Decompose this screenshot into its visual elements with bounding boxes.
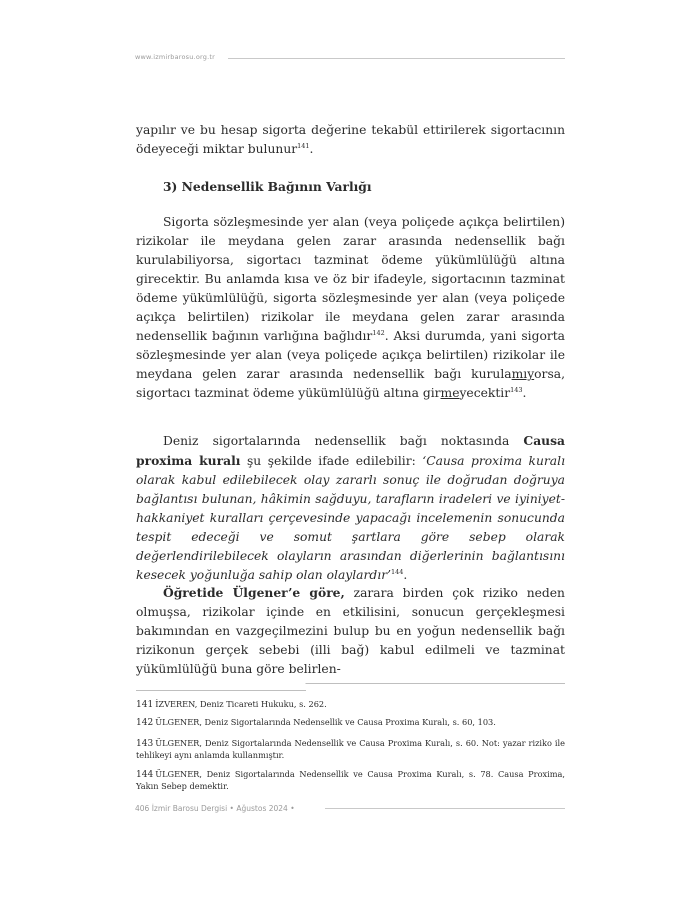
footnote-ref-141: 141	[297, 142, 310, 150]
footnote-141: 141 İZVEREN, Deniz Ticareti Hukuku, s. 262.	[136, 699, 327, 710]
paragraph-ulgener	[136, 583, 565, 679]
footnote-divider-right	[312, 683, 565, 684]
header-url: www.izmirbarosu.org.tr	[135, 53, 215, 61]
paragraph-text: zarara birden çok riziko neden olmuşsa, rizikolar içinde en etkilisini, sonucun gerçekleşmesi bakımından en vazgeçilmezini bulup bu en yoğun nedensellik bağı rizikonun gerçek sebebi (illi bağ) kabul edilmeli ve tazminat yükümlülüğü buna göre belirlen-	[136, 586, 565, 676]
paragraph-causa-proxima: Deniz sigortalarında nedensellik bağı noktasında Causa proxima kuralı şu şekilde ifade edilebilir: ‘Causa proxima kuralı olarak kabul edilebilecek olay zararlı sonuç ile doğrudan doğruya bağlantısı bulunan, hâkimin sağduyu, tarafların iradeleri ve iyiniyet-hakkaniyet kuralları çerçevesinde yapacağı incelemenin sonucunda tespit edeceği ve somut şartlara göre sebep olarak değerlendirilebilecek olayların arasından diğerlerinin bağlantısını kesecek yoğunluğa sahip olan olaylardır’$^{144}$.	[136, 433, 565, 582]
paragraph-end: .	[309, 142, 314, 156]
paragraph-text: yecektir	[459, 386, 511, 400]
footnote-143: 143 ÜLGENER, Deniz Sigortalarında Nedensellik ve Causa Proxima Kuralı, s. 60. Not: yazar riziko ile tehlikeyi aynı anlamda kullanmıştır.	[136, 738, 565, 760]
footnote-ref-142: 142	[372, 329, 385, 337]
paragraph-continued	[136, 121, 565, 159]
bold-term: Öğretide Ülgener’e göre,	[163, 585, 345, 600]
section-heading: 3) Nedensellik Bağının Varlığı	[163, 179, 372, 194]
underlined-text: me	[440, 386, 460, 400]
bold-term: Causa proxima kuralı	[136, 433, 565, 468]
footnote-ref-144: 144	[391, 568, 404, 576]
footnote-144: 144 ÜLGENER, Deniz Sigortalarında Nedensellik ve Causa Proxima Kuralı, s. 78. Causa Proxima, Yakın Sebep demektir.	[136, 769, 565, 791]
footnote-divider	[136, 690, 306, 691]
underlined-text: mıy	[511, 367, 535, 381]
paragraph-text: Deniz sigortalarında nedensellik bağı noktasında	[163, 434, 524, 448]
paragraph-text: orsa, sigortacı tazminat ödeme yükümlülüğü altına gir	[136, 367, 565, 400]
quotation: ‘Causa proxima kuralı olarak kabul edilebilecek olay zararlı sonuç ile doğrudan doğruya bağlantısı bulunan, hâkimin sağduyu, tarafların iradeleri ve iyiniyet-hakkaniyet kuralları çerçevesinde yapacağı incelemenin sonucunda tespit edeceği ve somut şartlara göre sebep olarak değerlendirilebilecek olayların arasından diğerlerinin bağlantısını kesecek yoğunluğa sahip olan olaylardır’	[136, 454, 565, 582]
footnote-divider-tail	[297, 683, 314, 692]
paragraph-text: yapılır ve bu hesap sigorta değerine tekabül ettirilerek sigortacının ödeyeceği miktar bulunur	[136, 123, 565, 156]
paragraph-text: . Aksi durumda, yani sigorta sözleşmesinde yer alan (veya poliçede açıkça belirtilen) rizikolar ile meydana gelen zarar arasında nedensellik bağı kurula	[136, 329, 565, 381]
header-rule	[228, 58, 565, 59]
footnote-ref-143: 143	[510, 386, 523, 394]
footnote-142: 142 ÜLGENER, Deniz Sigortalarında Nedensellik ve Causa Proxima Kuralı, s. 60, 103.	[136, 717, 496, 728]
page-footer: 406 İzmir Barosu Dergisi • Ağustos 2024 •	[135, 804, 295, 813]
paragraph-causation: Sigorta sözleşmesinde yer alan (veya poliçede açıkça belirtilen) rizikolar ile meydana gelen zarar arasında nedensellik bağı kurulabiliyorsa, sigortacı tazminat ödeme yükümlülüğü altına girecektir. Bu anlamda kısa ve öz bir ifadeyle, sigortacının tazminat ödeme yükümlülüğü, sigorta sözleşmesinde yer alan (veya poliçede açıkça belirtilen) rizikolar ile meydana gelen zarar arasında nedensellik bağının varlığına bağlıdır$^{142}$. Aksi durumda, yani sigorta sözleşmesinde yer alan (veya poliçede açıkça belirtilen) rizikolar ile meydana gelen zarar arasında nedensellik bağı kurulamıyorsa, sigortacı tazminat ödeme yükümlülüğü altına girmeyecektir$^{143}$.	[136, 215, 565, 400]
paragraph-text: Sigorta sözleşmesinde yer alan (veya poliçede açıkça belirtilen) rizikolar ile meydana gelen zarar arasında nedensellik bağı kurulabiliyorsa, sigortacı tazminat ödeme yükümlülüğü altına girecektir. Bu anlamda kısa ve öz bir ifadeyle, sigortacının tazminat ödeme yükümlülüğü, sigorta sözleşmesinde yer alan (veya poliçede açıkça belirtilen) rizikolar ile meydana gelen zarar arasında nedensellik bağının varlığına bağlıdır	[136, 215, 565, 343]
paragraph-text: şu şekilde ifade edilebilir:	[240, 454, 423, 468]
footer-rule	[325, 808, 565, 809]
